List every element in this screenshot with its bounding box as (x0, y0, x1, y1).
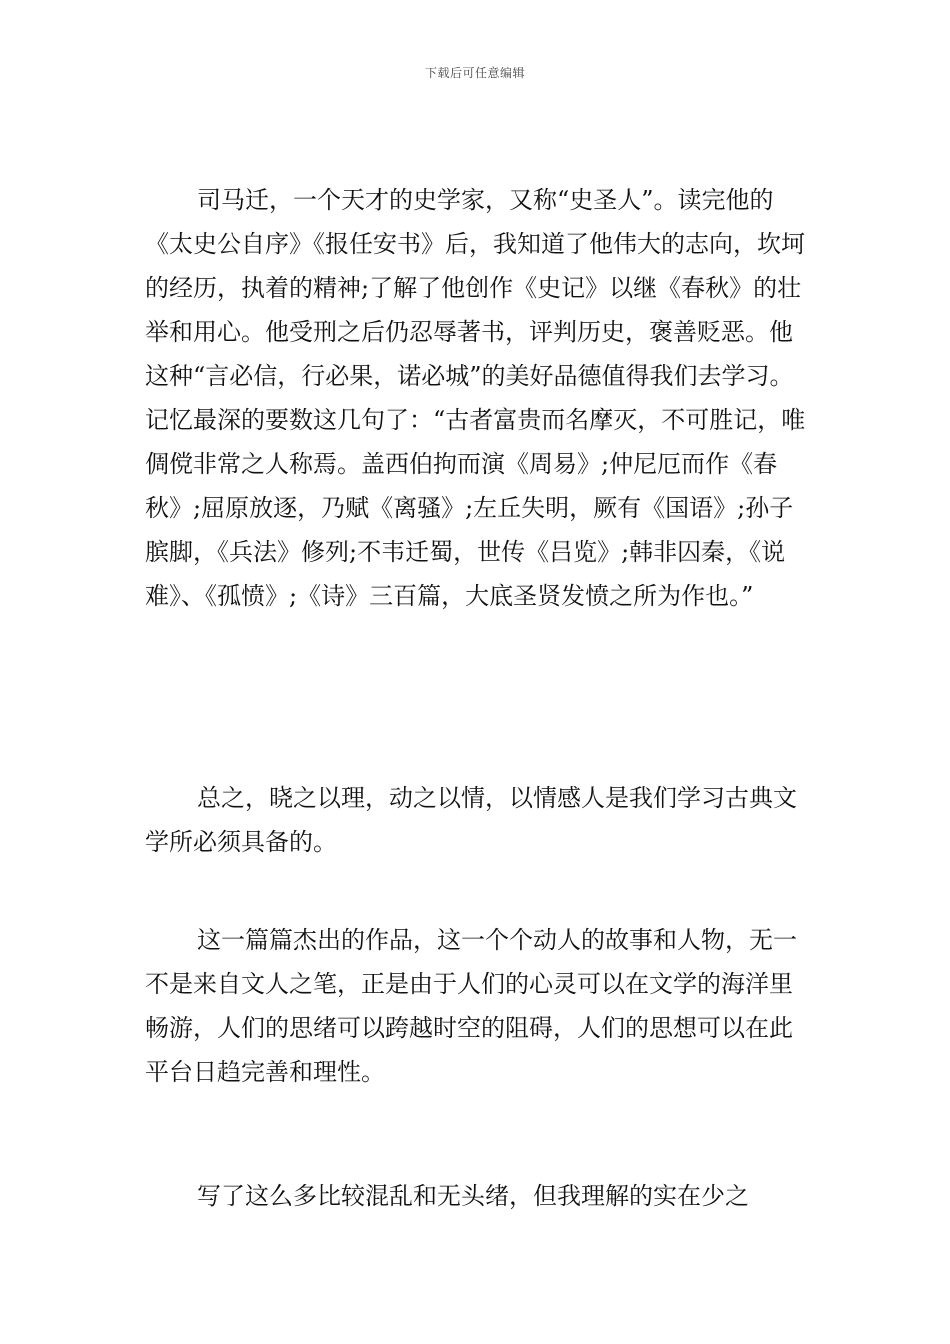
paragraph-summary (145, 776, 810, 864)
paragraph-literature (145, 918, 810, 1094)
paragraph-text: 司马迁，一个天才的史学家，又称“史圣人”。读完他的《太史公自序》《报任安书》后，我知道了他伟大的志向，坎坷的经历，执着的精神;了解了他创作《史记》以继《春秋》的壮举和用心。他受刑之后仍忍辱著书，评判历史，褒善贬恶。他这种“言必信，行必果，诺必城”的美好品德值得我们去学习。记忆最深的要数这几句了：“古者富贵而名摩灭，不可胜记，唯倜傥非常之人称焉。盖西伯拘而演《周易》;仲尼厄而作《春秋》;屈原放逐，乃赋《离骚》;左丘失明，厥有《国语》;孙子膑脚，《兵法》修列;不韦迁蜀，世传《吕览》;韩非囚秦，《说难》、《孤愤》;《诗》三百篇，大底圣贤发愤之所为作也。” (145, 186, 806, 610)
paragraph-sima-qian (145, 178, 810, 618)
paragraph-text: 总之，晓之以理，动之以情，以情感人是我们学习古典文学所必须具备的。 (145, 784, 797, 856)
paragraph-text: 这一篇篇杰出的作品，这一个个动人的故事和人物，无一不是来自文人之笔，正是由于人们的心灵可以在文学的海洋里畅游，人们的思绪可以跨越时空的阻碍，人们的思想可以在此平台日趋完善和理性。 (145, 926, 797, 1086)
header-note: 下载后可任意编辑 (424, 66, 525, 80)
paragraph-closing (145, 1174, 810, 1218)
paragraph-text: 写了这么多比较混乱和无头绪，但我理解的实在少之 (197, 1182, 749, 1210)
